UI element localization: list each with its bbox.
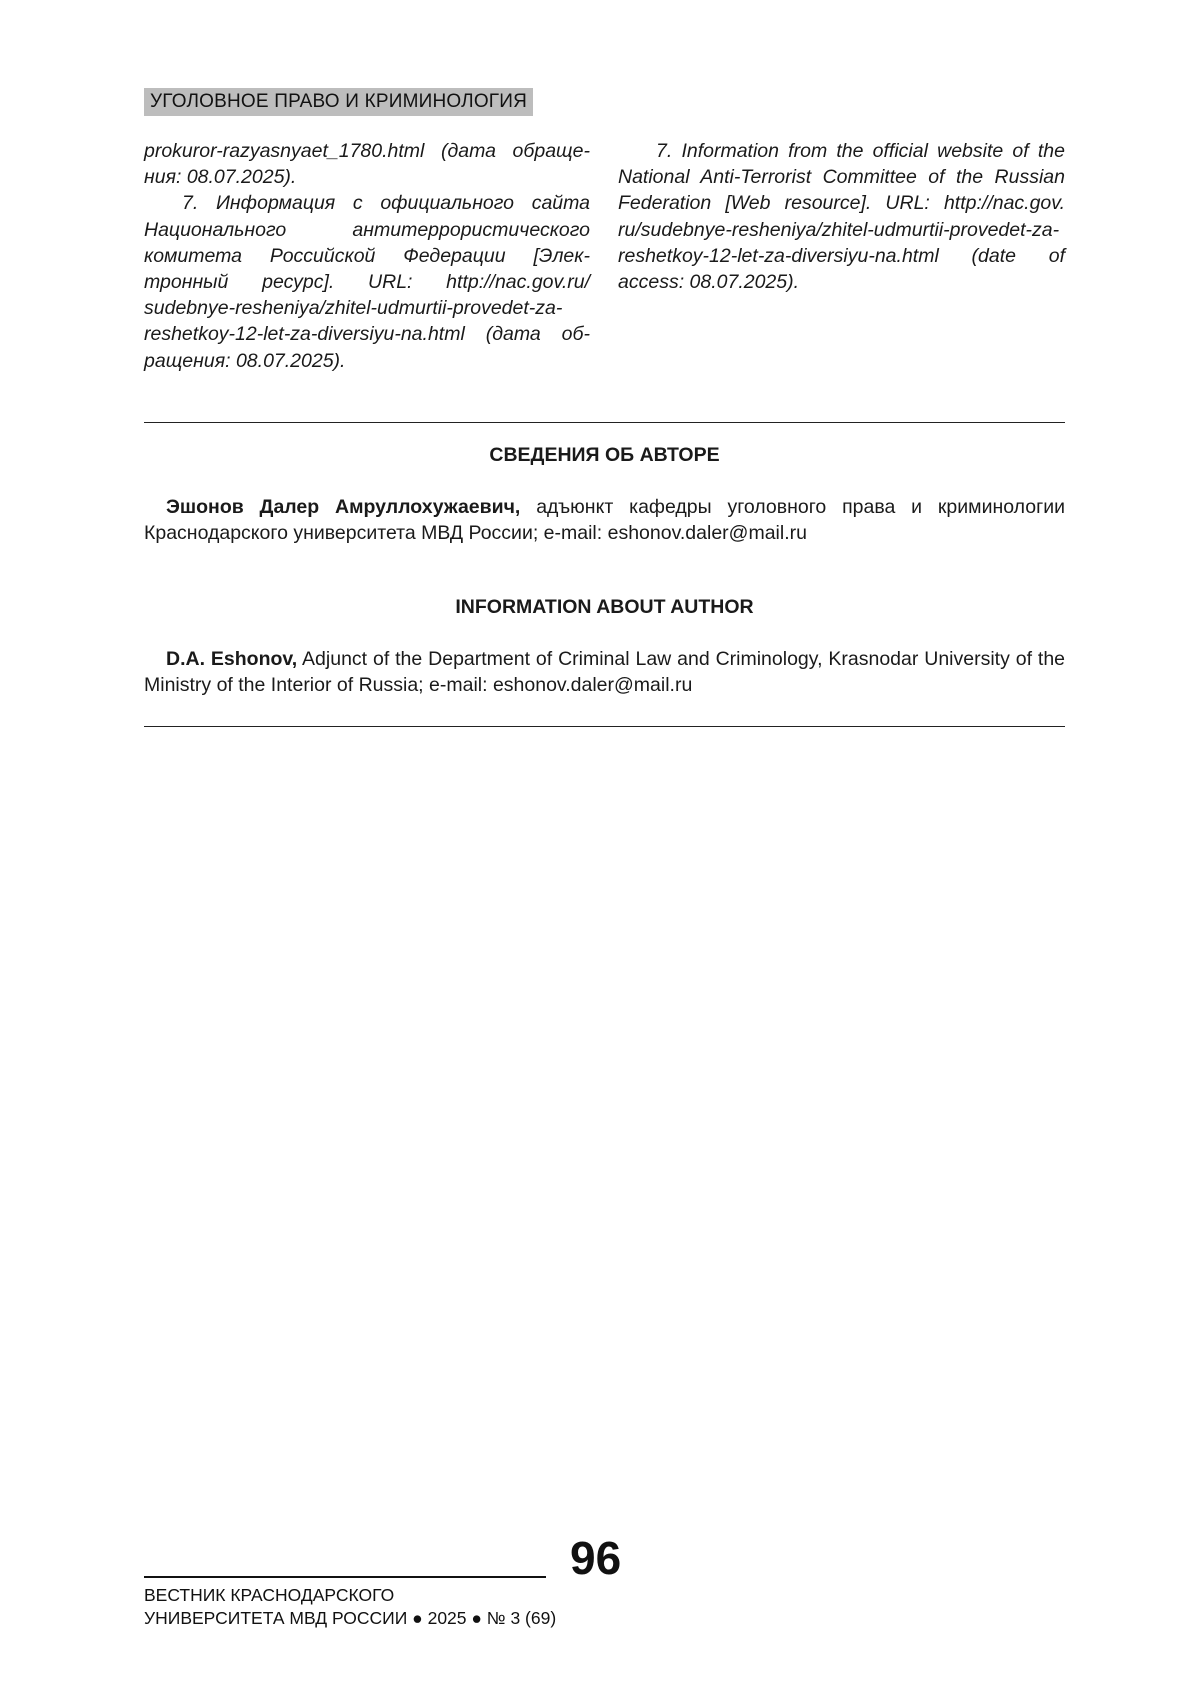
author-info-ru bbox=[144, 494, 1065, 546]
author-info-title-en: INFORMATION ABOUT AUTHOR bbox=[455, 596, 754, 618]
reference-continuation: prokuror-razyasnyaet_1780.html (дата обращения: 08.07.2025). bbox=[144, 140, 590, 189]
reference-item-7-ru: 7. Информация с официального сайта Национального антитеррористического комитета Российской Федерации [Электронный ресурс]. URL: http://nac.gov.ru/ sudebnye-resheniya/zhitel-udmurtii-provedet-za-reshetkoy-12-let-za-diversiyu-na.html (дата обращения: 08.07.2025). bbox=[144, 192, 590, 372]
journal-title-line-1: ВЕСТНИК КРАСНОДАРСКОГО bbox=[144, 1585, 395, 1605]
author-info-en bbox=[144, 646, 1065, 698]
divider-top bbox=[144, 422, 1065, 423]
references-column-ru bbox=[144, 138, 590, 374]
author-name-ru: Эшонов Далер Амруллохужаевич, bbox=[166, 496, 521, 518]
reference-item-7-en: 7. Information from the official website of the National Anti-Terrorist Committee of the Russian Federation [Web resource]. URL: http://nac.gov. ru/sudebnye-resheniya/zhitel-udmurtii-provedet-za-reshetkoy-12-let-za-diversiyu-na.html (date of access: 08.07.2025). bbox=[618, 140, 1065, 294]
author-details-en: Adjunct of the Department of Criminal Law and Criminology, Krasnodar University of the Ministry of the Interior of Russia; e-mail: eshonov.daler@mail.ru bbox=[144, 648, 1066, 697]
author-name-en: D.A. Eshonov, bbox=[166, 648, 298, 670]
journal-title-line-2: УНИВЕРСИТЕТА МВД РОССИИ ● 2025 ● № 3 (69) bbox=[144, 1608, 557, 1628]
divider-bottom bbox=[144, 726, 1065, 727]
author-info-title-ru: СВЕДЕНИЯ ОБ АВТОРЕ bbox=[489, 444, 720, 466]
footer-rule bbox=[144, 1576, 546, 1578]
running-head-section: УГОЛОВНОЕ ПРАВО И КРИМИНОЛОГИЯ bbox=[144, 88, 533, 116]
references-column-en bbox=[618, 138, 1065, 295]
page-number: 96 bbox=[570, 1532, 622, 1584]
author-details-ru: адъюнкт кафедры уголовного права и криминологии Краснодарского университета МВД России; e-mail: eshonov.daler@mail.ru bbox=[144, 496, 1065, 545]
